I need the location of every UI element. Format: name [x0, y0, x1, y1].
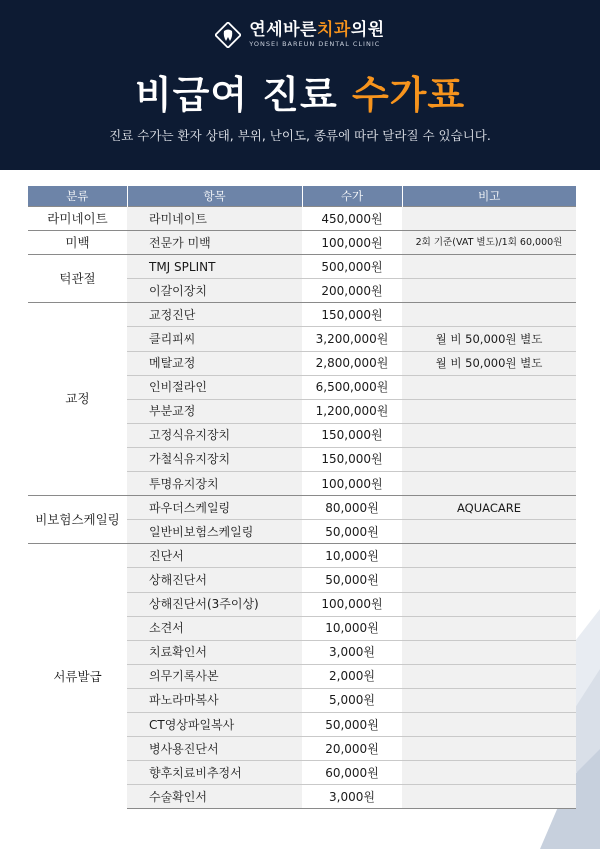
price-cell: 50,000원 [302, 568, 402, 592]
note-cell [402, 520, 576, 544]
item-cell: TMJ SPLINT [127, 255, 302, 279]
header-item: 항목 [127, 186, 302, 207]
note-cell [402, 785, 576, 809]
price-cell: 3,000원 [302, 640, 402, 664]
note-cell [402, 423, 576, 447]
item-cell: 의무기록사본 [127, 664, 302, 688]
note-cell [402, 472, 576, 496]
price-cell: 10,000원 [302, 616, 402, 640]
item-cell: 투명유지장치 [127, 472, 302, 496]
price-cell: 150,000원 [302, 423, 402, 447]
note-cell [402, 375, 576, 399]
item-cell: CT영상파일복사 [127, 712, 302, 736]
clinic-name: 연세바른치과의원 [249, 20, 385, 40]
item-cell: 소견서 [127, 616, 302, 640]
item-cell: 클리피씨 [127, 327, 302, 351]
table-row [28, 255, 576, 279]
price-cell: 100,000원 [302, 472, 402, 496]
price-cell: 10,000원 [302, 544, 402, 568]
item-cell: 파노라마복사 [127, 688, 302, 712]
header-note: 비고 [402, 186, 576, 207]
price-cell: 6,500,000원 [302, 375, 402, 399]
item-cell: 인비절라인 [127, 375, 302, 399]
item-cell: 고정식유지장치 [127, 423, 302, 447]
category-cell: 비보험스케일링 [28, 496, 127, 544]
note-cell: 2회 기준(VAT 별도)/1회 60,000원 [402, 231, 576, 255]
table-row [28, 303, 576, 327]
note-cell [402, 399, 576, 423]
item-cell: 파우더스케일링 [127, 496, 302, 520]
item-cell: 수술확인서 [127, 785, 302, 809]
category-cell: 교정 [28, 303, 127, 496]
item-cell: 치료확인서 [127, 640, 302, 664]
item-cell: 이갈이장치 [127, 279, 302, 303]
note-cell [402, 712, 576, 736]
item-cell: 진단서 [127, 544, 302, 568]
header-price: 수가 [302, 186, 402, 207]
price-cell: 80,000원 [302, 496, 402, 520]
note-cell [402, 761, 576, 785]
item-cell: 상해진단서(3주이상) [127, 592, 302, 616]
fee-table-body [28, 207, 576, 809]
header-category: 분류 [28, 186, 127, 207]
clinic-name-english: YONSEI BAREUN DENTAL CLINIC [249, 40, 381, 48]
page-title: 비급여 진료 수가표 [134, 73, 466, 117]
item-cell: 향후치료비추정서 [127, 761, 302, 785]
table-row [28, 231, 576, 255]
table-row [28, 496, 576, 520]
table-row [28, 544, 576, 568]
price-cell: 150,000원 [302, 303, 402, 327]
price-cell: 150,000원 [302, 447, 402, 471]
table-header-row [28, 186, 576, 207]
note-cell [402, 640, 576, 664]
price-cell: 50,000원 [302, 520, 402, 544]
note-cell [402, 303, 576, 327]
price-cell: 2,000원 [302, 664, 402, 688]
note-cell [402, 664, 576, 688]
note-cell: AQUACARE [402, 496, 576, 520]
note-cell [402, 279, 576, 303]
note-cell [402, 592, 576, 616]
item-cell: 교정진단 [127, 303, 302, 327]
price-cell: 3,000원 [302, 785, 402, 809]
item-cell: 일반비보험스케일링 [127, 520, 302, 544]
header-banner [0, 0, 600, 170]
note-cell [402, 447, 576, 471]
category-cell: 서류발급 [28, 544, 127, 809]
price-cell: 60,000원 [302, 761, 402, 785]
item-cell: 부분교정 [127, 399, 302, 423]
item-cell: 전문가 미백 [127, 231, 302, 255]
note-cell [402, 688, 576, 712]
item-cell: 메탈교정 [127, 351, 302, 375]
category-cell: 라미네이트 [28, 207, 127, 231]
price-cell: 20,000원 [302, 737, 402, 761]
price-cell: 1,200,000원 [302, 399, 402, 423]
tooth-logo-icon [215, 22, 241, 48]
note-cell [402, 544, 576, 568]
price-cell: 2,800,000원 [302, 351, 402, 375]
table-row [28, 207, 576, 231]
item-cell: 병사용진단서 [127, 737, 302, 761]
price-cell: 5,000원 [302, 688, 402, 712]
item-cell: 상해진단서 [127, 568, 302, 592]
note-cell [402, 255, 576, 279]
note-cell [402, 616, 576, 640]
note-cell [402, 568, 576, 592]
note-cell: 월 비 50,000원 별도 [402, 327, 576, 351]
price-cell: 200,000원 [302, 279, 402, 303]
price-cell: 50,000원 [302, 712, 402, 736]
price-cell: 100,000원 [302, 231, 402, 255]
price-cell: 3,200,000원 [302, 327, 402, 351]
note-cell: 월 비 50,000원 별도 [402, 351, 576, 375]
clinic-logo [0, 20, 600, 49]
price-cell: 100,000원 [302, 592, 402, 616]
page-subtitle: 진료 수가는 환자 상태, 부위, 난이도, 종류에 따라 달라질 수 있습니다. [109, 128, 491, 143]
note-cell [402, 737, 576, 761]
category-cell: 미백 [28, 231, 127, 255]
price-cell: 450,000원 [302, 207, 402, 231]
item-cell: 가철식유지장치 [127, 447, 302, 471]
price-cell: 500,000원 [302, 255, 402, 279]
fee-table [28, 186, 576, 809]
item-cell: 라미네이트 [127, 207, 302, 231]
note-cell [402, 207, 576, 231]
category-cell: 턱관절 [28, 255, 127, 303]
